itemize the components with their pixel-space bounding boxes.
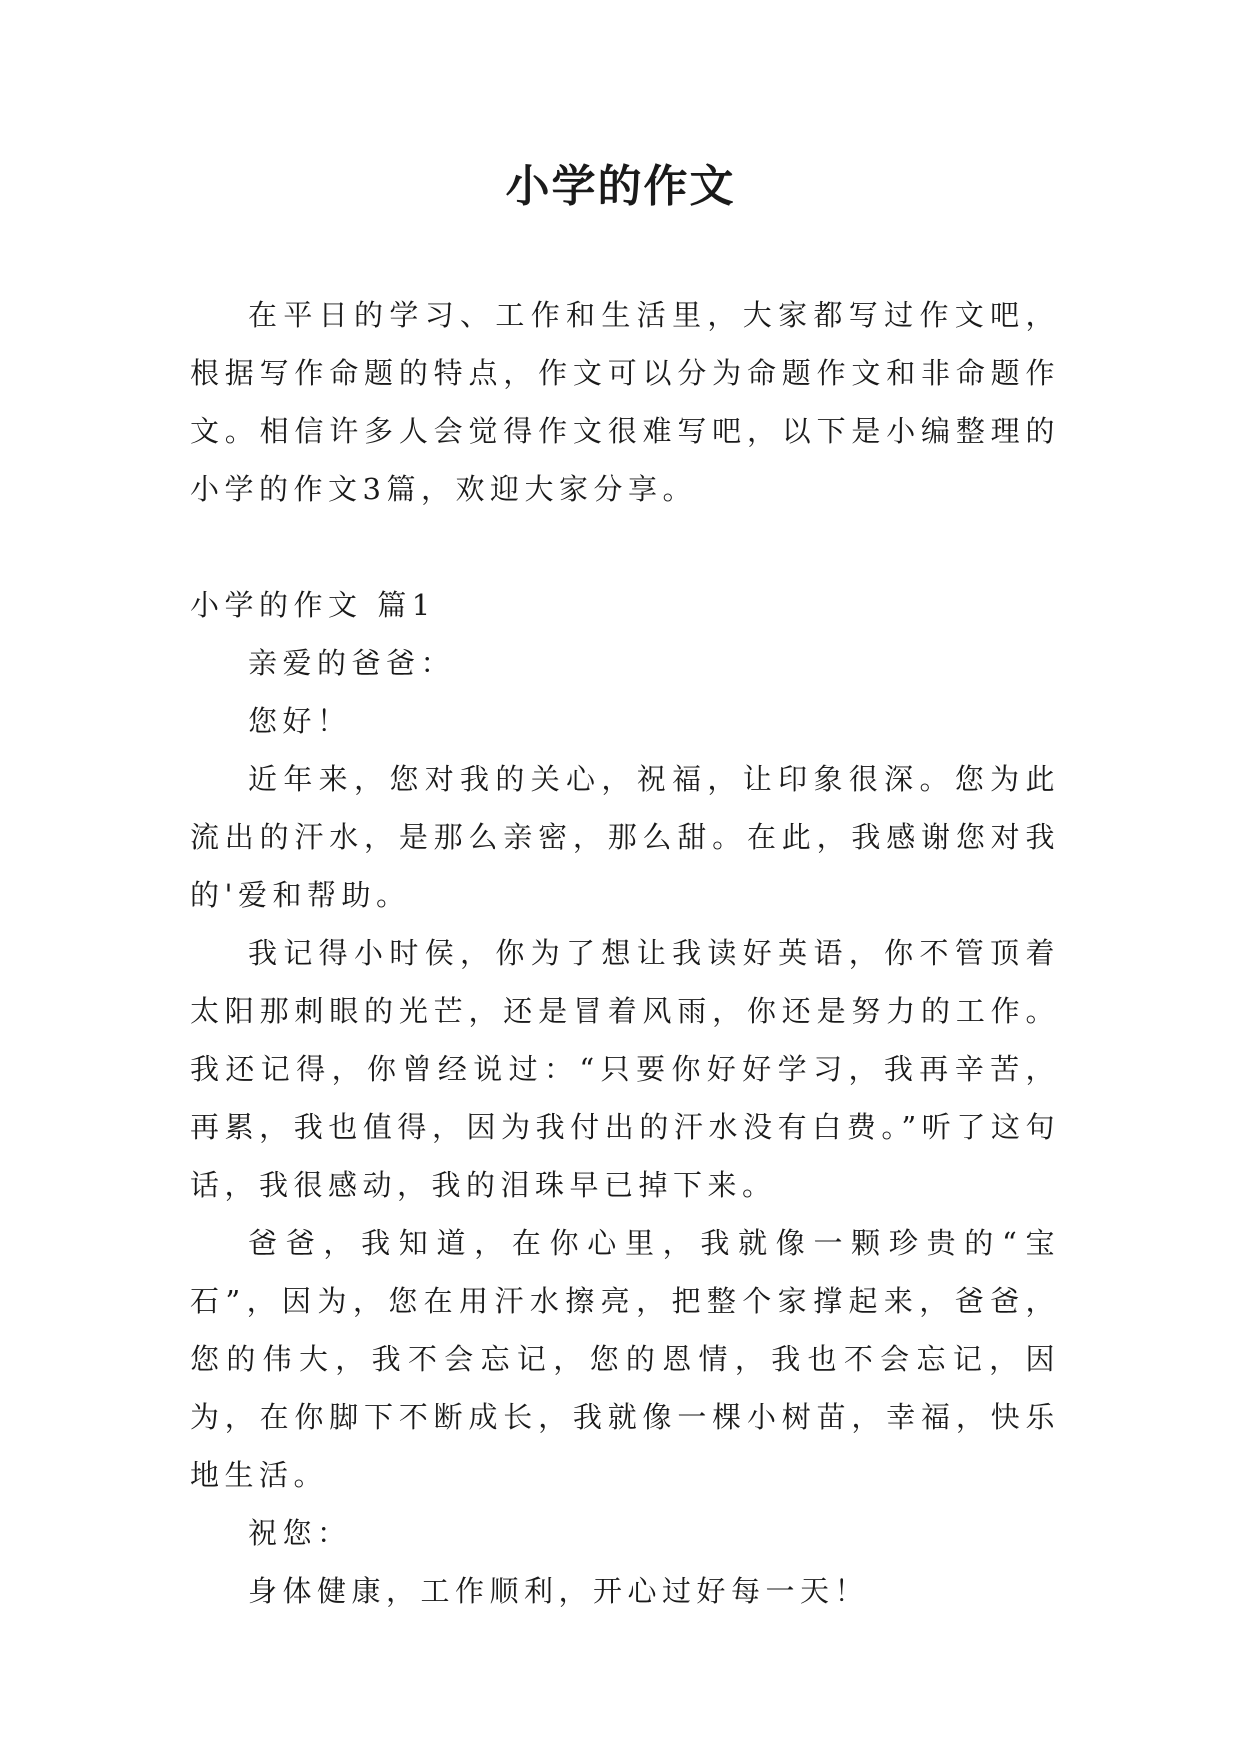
section-heading: 小学的作文 篇1 bbox=[190, 588, 436, 622]
document-title: 小学的作文 bbox=[505, 161, 736, 212]
greeting: 您好！ bbox=[248, 704, 352, 738]
closing-blessing: 身体健康，工作顺利，开心过好每一天！ bbox=[248, 1574, 870, 1608]
body-paragraph: 我记得小时侯，你为了想让我读好英语，你不管顶着太阳那刺眼的光芒，还是冒着风雨，你还是努力的工作。我还记得，你曾经说过：“只要你好好学习，我再辛苦，再累，我也值得，因为我付出的汗水没有白费。”听了这句话，我很感动，我的泪珠早已掉下来。 bbox=[190, 936, 1060, 1202]
document-body bbox=[190, 286, 1060, 1620]
body-paragraph: 爸爸，我知道，在你心里，我就像一颗珍贵的“宝石”，因为，您在用汗水擦亮，把整个家撑起来，爸爸，您的伟大，我不会忘记，您的恩情，我也不会忘记，因为，在你脚下不断成长，我就像一棵小树苗，幸福，快乐地生活。 bbox=[190, 1226, 1060, 1492]
intro-paragraph: 在平日的学习、工作和生活里，大家都写过作文吧，根据写作命题的特点，作文可以分为命题作文和非命题作文。相信许多人会觉得作文很难写吧，以下是小编整理的小学的作文3篇，欢迎大家分享。 bbox=[190, 298, 1060, 506]
body-paragraph: 近年来，您对我的关心，祝福，让印象很深。您为此流出的汗水，是那么亲密，那么甜。在此，我感谢您对我的'爱和帮助。 bbox=[190, 762, 1060, 912]
closing-wish: 祝您： bbox=[248, 1516, 352, 1550]
salutation: 亲爱的爸爸： bbox=[248, 646, 456, 680]
